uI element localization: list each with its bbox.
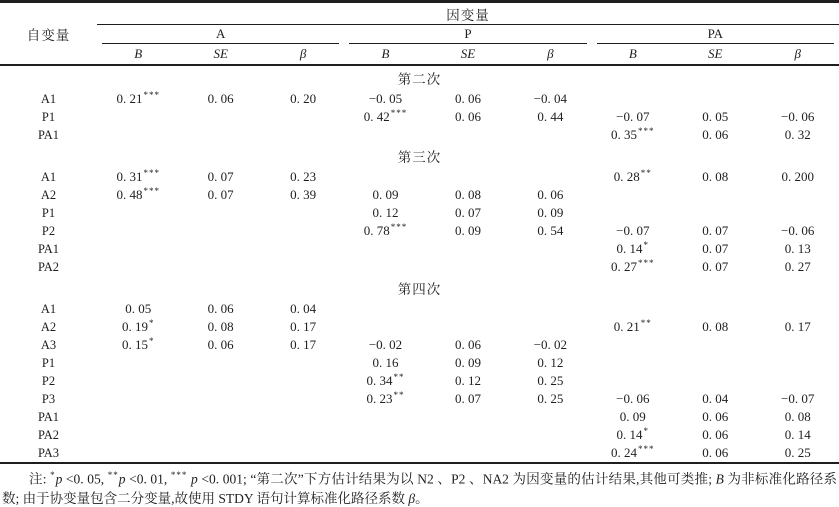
value-cell	[509, 168, 591, 186]
value-cell	[756, 300, 839, 318]
section-label: 第二次	[397, 72, 442, 87]
significance-stars: *	[149, 335, 155, 346]
coefficient-value: 0. 78	[363, 223, 390, 238]
value-cell	[509, 240, 591, 258]
stat-header-row	[0, 44, 839, 65]
table-row	[0, 300, 839, 318]
group-header-a	[97, 25, 344, 45]
value-cell: 0. 06	[454, 337, 481, 352]
value-cell	[179, 408, 261, 426]
significance-stars: **	[640, 317, 652, 328]
value-cell: −0. 06	[781, 109, 815, 124]
value-cell	[179, 240, 261, 258]
value-cell	[97, 354, 179, 372]
coefficient-value: 0. 14	[616, 241, 643, 256]
stat-header-beta: β	[756, 44, 839, 65]
value-cell	[97, 168, 179, 186]
value-cell: 0. 25	[537, 391, 564, 406]
significance-stars: **	[393, 389, 405, 400]
value-cell: −0. 02	[368, 337, 403, 352]
coefficient-value: 0. 35	[611, 127, 638, 142]
group-header-row	[0, 25, 839, 45]
coefficient-value: 0. 28	[613, 169, 640, 184]
value-cell	[756, 372, 839, 390]
value-cell: 0. 07	[702, 259, 729, 274]
value-cell	[344, 390, 426, 408]
value-cell: 0. 09	[372, 187, 399, 202]
row-label: PA1	[37, 409, 60, 424]
stat-header-se: SE	[427, 44, 509, 65]
value-cell: 0. 08	[454, 187, 481, 202]
note-italic-term: β	[408, 491, 416, 507]
value-cell	[756, 90, 839, 108]
table-row	[0, 336, 839, 354]
coefficient-value: 0. 21	[116, 91, 143, 106]
value-cell: 0. 200	[781, 169, 814, 184]
value-cell: 0. 08	[784, 409, 811, 424]
value-cell: 0. 07	[454, 205, 481, 220]
value-cell	[179, 426, 261, 444]
note-text: 为非标准化路径系数; 由于协变量包含二分变量,故使用 STDY 语句计算标准化路径系数	[2, 471, 838, 507]
significance-stars: ***	[143, 167, 160, 178]
table-row	[0, 444, 839, 463]
value-cell: 0. 06	[702, 409, 729, 424]
value-cell	[97, 390, 179, 408]
stat-header-beta: β	[262, 44, 344, 65]
value-cell	[262, 354, 344, 372]
coefficient-value: 0. 31	[116, 169, 143, 184]
value-cell: 0. 12	[372, 205, 399, 220]
value-cell	[262, 240, 344, 258]
value-cell	[509, 408, 591, 426]
table-row	[0, 354, 839, 372]
value-cell	[427, 168, 509, 186]
coefficient-value: 0. 23	[366, 391, 393, 406]
value-cell	[179, 126, 261, 144]
value-cell	[262, 372, 344, 390]
value-cell	[509, 258, 591, 276]
value-cell: −0. 07	[781, 391, 815, 406]
significance-stars: ***	[638, 125, 655, 136]
value-cell: 0. 12	[537, 355, 564, 370]
value-cell	[509, 318, 591, 336]
stat-header-b: B	[592, 44, 674, 65]
value-cell	[97, 408, 179, 426]
value-cell	[756, 204, 839, 222]
value-cell	[427, 426, 509, 444]
table-row	[0, 258, 839, 276]
value-cell	[179, 204, 261, 222]
table-row	[0, 372, 839, 390]
value-cell: 0. 25	[537, 373, 564, 388]
significance-stars: ***	[638, 443, 655, 454]
value-cell: 0. 13	[784, 241, 811, 256]
value-cell: 0. 07	[207, 187, 234, 202]
row-label: PA2	[37, 427, 60, 442]
value-cell: 0. 17	[290, 319, 317, 334]
row-label: P2	[41, 373, 56, 388]
value-cell	[427, 300, 509, 318]
note-text: 注:	[29, 471, 51, 487]
coefficient-value: 0. 15	[122, 337, 148, 352]
value-cell	[592, 186, 674, 204]
section-label: 第三次	[397, 150, 442, 165]
value-cell	[97, 258, 179, 276]
significance-stars: **	[393, 371, 405, 382]
value-cell: 0. 08	[702, 169, 729, 184]
value-cell	[592, 168, 674, 186]
group-header-label: PA	[597, 25, 834, 44]
row-label: A3	[40, 337, 57, 352]
value-cell: 0. 07	[702, 241, 729, 256]
value-cell	[427, 318, 509, 336]
row-label: A2	[40, 187, 57, 202]
note-italic-term: p	[191, 471, 198, 487]
value-cell: 0. 14	[784, 427, 811, 442]
value-cell: 0. 06	[454, 91, 481, 106]
value-cell: 0. 06	[454, 109, 481, 124]
value-cell: 0. 16	[372, 355, 399, 370]
value-cell	[674, 336, 756, 354]
value-cell	[344, 372, 426, 390]
value-cell	[592, 240, 674, 258]
value-cell: 0. 12	[454, 373, 481, 388]
significance-stars: ***	[390, 221, 408, 232]
value-cell: 0. 06	[537, 187, 564, 202]
value-cell	[97, 204, 179, 222]
stat-header-se: SE	[179, 44, 261, 65]
value-cell	[674, 204, 756, 222]
value-cell: 0. 17	[784, 319, 811, 334]
value-cell	[592, 204, 674, 222]
group-header-p	[344, 25, 591, 45]
table-row	[0, 186, 839, 204]
value-cell	[97, 426, 179, 444]
value-cell	[509, 426, 591, 444]
value-cell	[756, 186, 839, 204]
dv-spanner-header: 因变量	[97, 2, 839, 25]
value-cell: 0. 09	[454, 223, 481, 238]
value-cell	[97, 90, 179, 108]
value-cell	[262, 408, 344, 426]
row-label: PA2	[37, 259, 60, 274]
value-cell: 0. 07	[207, 169, 234, 184]
row-label: P3	[41, 391, 56, 406]
value-cell: 0. 05	[702, 109, 729, 124]
value-cell	[179, 390, 261, 408]
value-cell: 0. 17	[290, 337, 317, 352]
iv-column-header: 自变量	[0, 2, 97, 66]
row-label: P2	[41, 223, 56, 238]
value-cell: 0. 39	[290, 187, 317, 202]
significance-stars: ***	[390, 107, 408, 118]
value-cell	[262, 426, 344, 444]
table-row	[0, 90, 839, 108]
value-cell	[674, 186, 756, 204]
row-label: PA1	[37, 241, 60, 256]
stat-header-se: SE	[674, 44, 756, 65]
row-label: P1	[41, 109, 56, 124]
stat-header-b: B	[344, 44, 426, 65]
value-cell	[674, 372, 756, 390]
value-cell: −0. 02	[533, 337, 568, 352]
row-label: PA1	[37, 127, 60, 142]
value-cell	[344, 168, 426, 186]
value-cell	[592, 372, 674, 390]
value-cell: −0. 06	[616, 391, 650, 406]
value-cell	[344, 408, 426, 426]
value-cell	[427, 444, 509, 463]
value-cell	[97, 186, 179, 204]
value-cell	[592, 126, 674, 144]
value-cell: 0. 32	[784, 127, 811, 142]
value-cell	[97, 108, 179, 126]
value-cell: 0. 06	[207, 337, 234, 352]
note-significance-stars: **	[107, 470, 119, 480]
table-row	[0, 426, 839, 444]
note-text: <0. 001; “第二次”下方估计结果为以 N2 、P2 、NA2 为因变量的估计结果,其他可类推;	[197, 471, 716, 487]
value-cell: −0. 04	[533, 91, 568, 106]
row-label: PA3	[0, 444, 97, 463]
value-cell	[262, 204, 344, 222]
section-label: 第四次	[397, 282, 442, 297]
note-text: <0. 05,	[62, 471, 108, 487]
value-cell: 0. 20	[290, 91, 317, 106]
value-cell	[262, 444, 344, 463]
value-cell	[344, 300, 426, 318]
value-cell	[262, 222, 344, 240]
section-row	[0, 144, 839, 168]
table-body	[0, 65, 839, 463]
value-cell: −0. 07	[616, 109, 650, 124]
coefficient-value: 0. 34	[366, 373, 393, 388]
value-cell: 0. 44	[537, 109, 564, 124]
value-cell	[756, 354, 839, 372]
table-header	[0, 2, 839, 66]
table-row	[0, 108, 839, 126]
value-cell	[674, 300, 756, 318]
value-cell	[344, 222, 426, 240]
coefficient-value: 0. 24	[611, 445, 638, 460]
value-cell	[97, 444, 179, 463]
table-row	[0, 390, 839, 408]
value-cell: 0. 27	[784, 259, 811, 274]
note-italic-term: B	[715, 471, 724, 487]
value-cell	[97, 126, 179, 144]
value-cell	[509, 300, 591, 318]
significance-stars: *	[643, 425, 650, 436]
note-significance-stars: ***	[170, 470, 188, 480]
table-note	[2, 469, 837, 507]
value-cell	[97, 240, 179, 258]
value-cell: 0. 07	[702, 223, 729, 238]
value-cell	[179, 222, 261, 240]
value-cell: 0. 06	[207, 301, 234, 316]
value-cell: 0. 08	[207, 319, 234, 334]
value-cell: 0. 25	[756, 444, 839, 463]
value-cell	[674, 90, 756, 108]
value-cell: 0. 09	[537, 205, 564, 220]
value-cell	[344, 318, 426, 336]
value-cell	[344, 108, 426, 126]
value-cell	[97, 222, 179, 240]
coefficient-value: 0. 21	[613, 319, 640, 334]
note-significance-stars: *	[50, 470, 56, 480]
significance-stars: ***	[143, 185, 160, 196]
table-row	[0, 408, 839, 426]
stat-header-b: B	[97, 44, 179, 65]
table-row	[0, 126, 839, 144]
value-cell: −0. 07	[616, 223, 650, 238]
value-cell	[344, 444, 426, 463]
value-cell	[427, 408, 509, 426]
value-cell	[344, 258, 426, 276]
value-cell	[427, 258, 509, 276]
row-label: A2	[40, 319, 57, 334]
value-cell: 0. 04	[702, 391, 729, 406]
significance-stars: ***	[638, 257, 655, 268]
table-row	[0, 240, 839, 258]
value-cell	[179, 354, 261, 372]
row-label: P1	[41, 355, 56, 370]
coefficient-value: 0. 42	[363, 109, 390, 124]
value-cell	[179, 258, 261, 276]
row-label: P1	[41, 205, 56, 220]
value-cell	[592, 300, 674, 318]
table-row	[0, 318, 839, 336]
significance-stars: ***	[143, 89, 160, 100]
value-cell: 0. 54	[537, 223, 564, 238]
note-text: <0. 01,	[125, 471, 171, 487]
value-cell: −0. 05	[368, 91, 403, 106]
significance-stars: *	[149, 317, 155, 328]
value-cell: 0. 05	[125, 301, 152, 316]
value-cell	[592, 444, 674, 463]
value-cell	[262, 108, 344, 126]
value-cell	[262, 258, 344, 276]
value-cell	[179, 372, 261, 390]
row-label: A1	[40, 301, 57, 316]
value-cell	[427, 126, 509, 144]
note-text: 。	[415, 491, 429, 507]
value-cell	[344, 426, 426, 444]
note-italic-term: p	[55, 471, 63, 487]
group-header-label: P	[349, 25, 586, 44]
value-cell	[179, 444, 261, 463]
group-header-label: A	[102, 25, 339, 44]
value-cell	[509, 126, 591, 144]
value-cell	[97, 336, 179, 354]
row-label: A1	[40, 91, 57, 106]
value-cell	[262, 126, 344, 144]
note-italic-term: p	[118, 471, 126, 487]
coefficient-value: 0. 48	[116, 187, 143, 202]
table-row	[0, 204, 839, 222]
value-cell: 0. 04	[290, 301, 317, 316]
stat-header-beta: β	[509, 44, 591, 65]
value-cell	[756, 336, 839, 354]
table-row	[0, 168, 839, 186]
value-cell	[97, 372, 179, 390]
section-row	[0, 65, 839, 90]
value-cell: 0. 09	[454, 355, 481, 370]
value-cell	[344, 240, 426, 258]
value-cell	[262, 390, 344, 408]
coefficient-value: 0. 14	[616, 427, 643, 442]
value-cell	[344, 126, 426, 144]
section-row	[0, 276, 839, 300]
value-cell	[674, 354, 756, 372]
value-cell: −0. 06	[781, 223, 815, 238]
value-cell	[592, 90, 674, 108]
group-header-pa	[592, 25, 839, 45]
value-cell	[592, 318, 674, 336]
value-cell: 0. 06	[702, 427, 729, 442]
value-cell: 0. 08	[702, 319, 729, 334]
coefficient-value: 0. 19	[122, 319, 148, 334]
row-label: A1	[40, 169, 57, 184]
significance-stars: **	[640, 167, 652, 178]
value-cell	[97, 318, 179, 336]
value-cell: 0. 06	[674, 444, 756, 463]
table-row	[0, 222, 839, 240]
coefficient-value: 0. 27	[611, 259, 638, 274]
value-cell	[592, 336, 674, 354]
value-cell: 0. 07	[454, 391, 481, 406]
value-cell	[592, 258, 674, 276]
value-cell	[592, 354, 674, 372]
value-cell: 0. 23	[290, 169, 317, 184]
significance-stars: *	[643, 239, 650, 250]
value-cell: 0. 06	[207, 91, 234, 106]
value-cell	[509, 444, 591, 463]
value-cell	[179, 108, 261, 126]
value-cell	[427, 240, 509, 258]
value-cell	[592, 426, 674, 444]
value-cell: 0. 06	[702, 127, 729, 142]
value-cell: 0. 09	[619, 409, 646, 424]
